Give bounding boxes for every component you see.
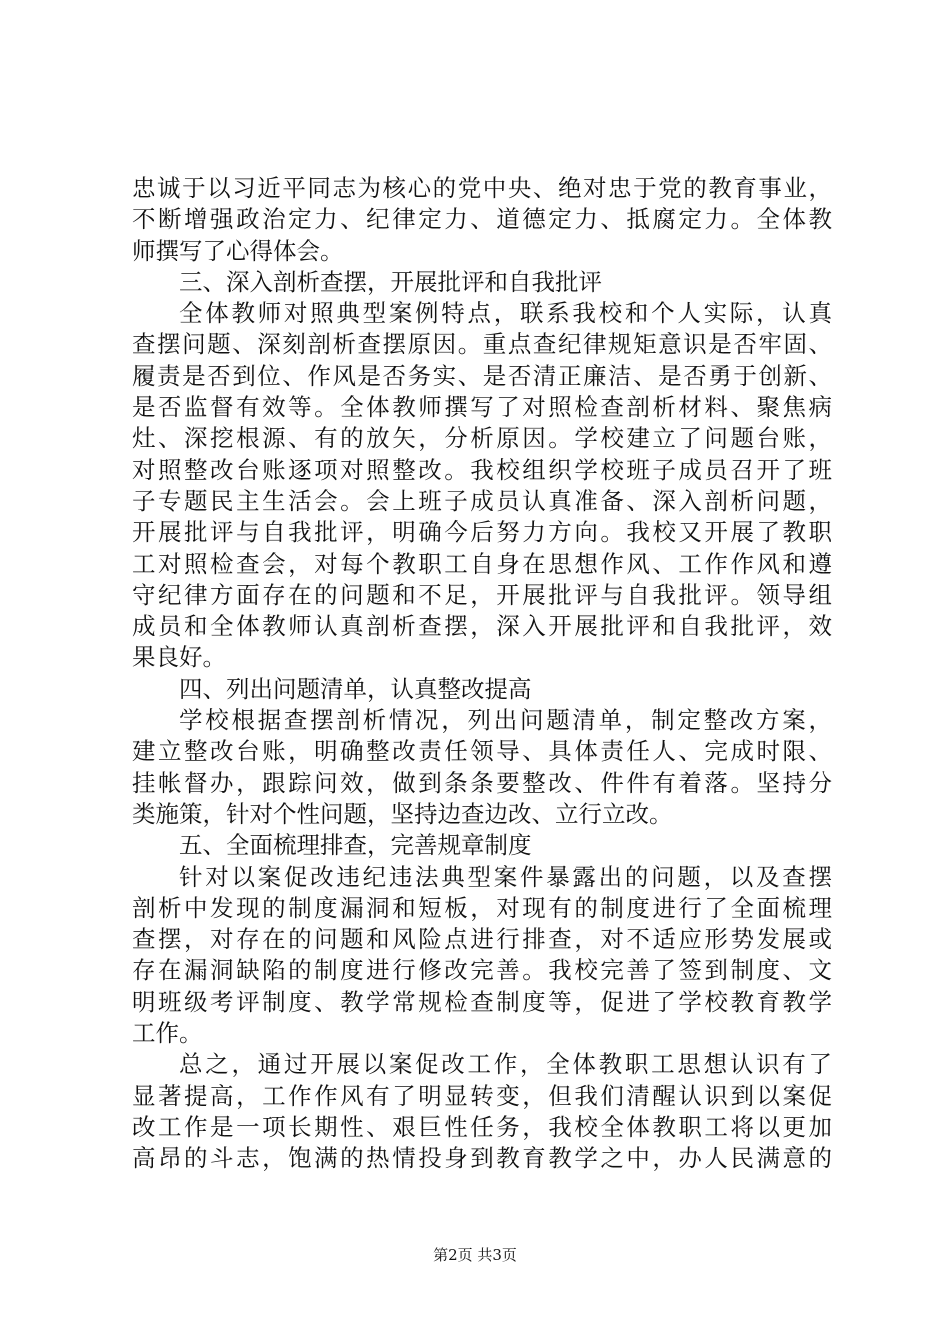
text-line: 师撰写了心得体会。: [132, 236, 344, 265]
text-line: 查摆问题、深刻剖析查摆原因。重点查纪律规矩意识是否牢固、: [132, 330, 832, 359]
text-line: 子专题民主生活会。会上班子成员认真准备、深入剖析问题，: [132, 486, 832, 515]
text-line: 改工作是一项长期性、艰巨性任务，我校全体教职工将以更加: [132, 1112, 832, 1141]
text-line: 显著提高，工作作风有了明显转变，但我们清醒认识到以案促: [132, 1081, 832, 1110]
text-line: 针对以案促改违纪违法典型案件暴露出的问题，以及查摆: [179, 862, 832, 891]
text-line: 总之，通过开展以案促改工作，全体教职工思想认识有了: [179, 1050, 832, 1079]
text-line: 工对照检查会，对每个教职工自身在思想作风、工作作风和遵: [132, 549, 832, 578]
text-line: 高昂的斗志，饱满的热情投身到教育教学之中，办人民满意的: [132, 1144, 832, 1173]
text-line: 对照整改台账逐项对照整改。我校组织学校班子成员召开了班: [132, 455, 832, 484]
text-line: 开展批评与自我批评，明确今后努力方向。我校又开展了教职: [132, 518, 832, 547]
text-line: 查摆，对存在的问题和风险点进行排查，对不适应形势发展或: [132, 925, 832, 954]
text-line: 果良好。: [132, 643, 226, 672]
text-line: 成员和全体教师认真剖析查摆，深入开展批评和自我批评，效: [132, 612, 832, 641]
text-line: 类施策，针对个性问题，坚持边查边改、立行立改。: [132, 799, 673, 828]
text-line: 履责是否到位、作风是否务实、是否清正廉洁、是否勇于创新、: [132, 361, 832, 390]
text-line: 存在漏洞缺陷的制度进行修改完善。我校完善了签到制度、文: [132, 956, 832, 985]
text-line: 不断增强政治定力、纪律定力、道德定力、抵腐定力。全体教: [132, 205, 832, 234]
document-body: [132, 173, 832, 1175]
text-line: 工作。: [132, 1019, 203, 1048]
text-line: 剖析中发现的制度漏洞和短板，对现有的制度进行了全面梳理: [132, 893, 832, 922]
text-line: 灶、深挖根源、有的放矢，分析原因。学校建立了问题台账，: [132, 424, 832, 453]
page-footer: 第2页 共3页: [433, 1246, 517, 1264]
text-line: 忠诚于以习近平同志为核心的党中央、绝对忠于党的教育事业，: [132, 174, 832, 202]
text-line: 守纪律方面存在的问题和不足，开展批评与自我批评。领导组: [132, 580, 832, 609]
text-line: 三、深入剖析查摆，开展批评和自我批评: [179, 267, 602, 296]
text-line: 四、列出问题清单，认真整改提高: [179, 674, 532, 703]
text-line: 建立整改台账，明确整改责任领导、具体责任人、完成时限、: [132, 737, 832, 766]
text-line: 学校根据查摆剖析情况，列出问题清单，制定整改方案，: [179, 706, 832, 735]
text-line: 全体教师对照典型案例特点，联系我校和个人实际，认真: [179, 299, 832, 328]
text-line: 明班级考评制度、教学常规检查制度等，促进了学校教育教学: [132, 987, 832, 1016]
text-line: 挂帐督办，跟踪问效，做到条条要整改、件件有着落。坚持分: [132, 768, 832, 797]
text-line: 是否监督有效等。全体教师撰写了对照检查剖析材料、聚焦病: [132, 393, 832, 422]
text-line: 五、全面梳理排查，完善规章制度: [179, 831, 532, 860]
